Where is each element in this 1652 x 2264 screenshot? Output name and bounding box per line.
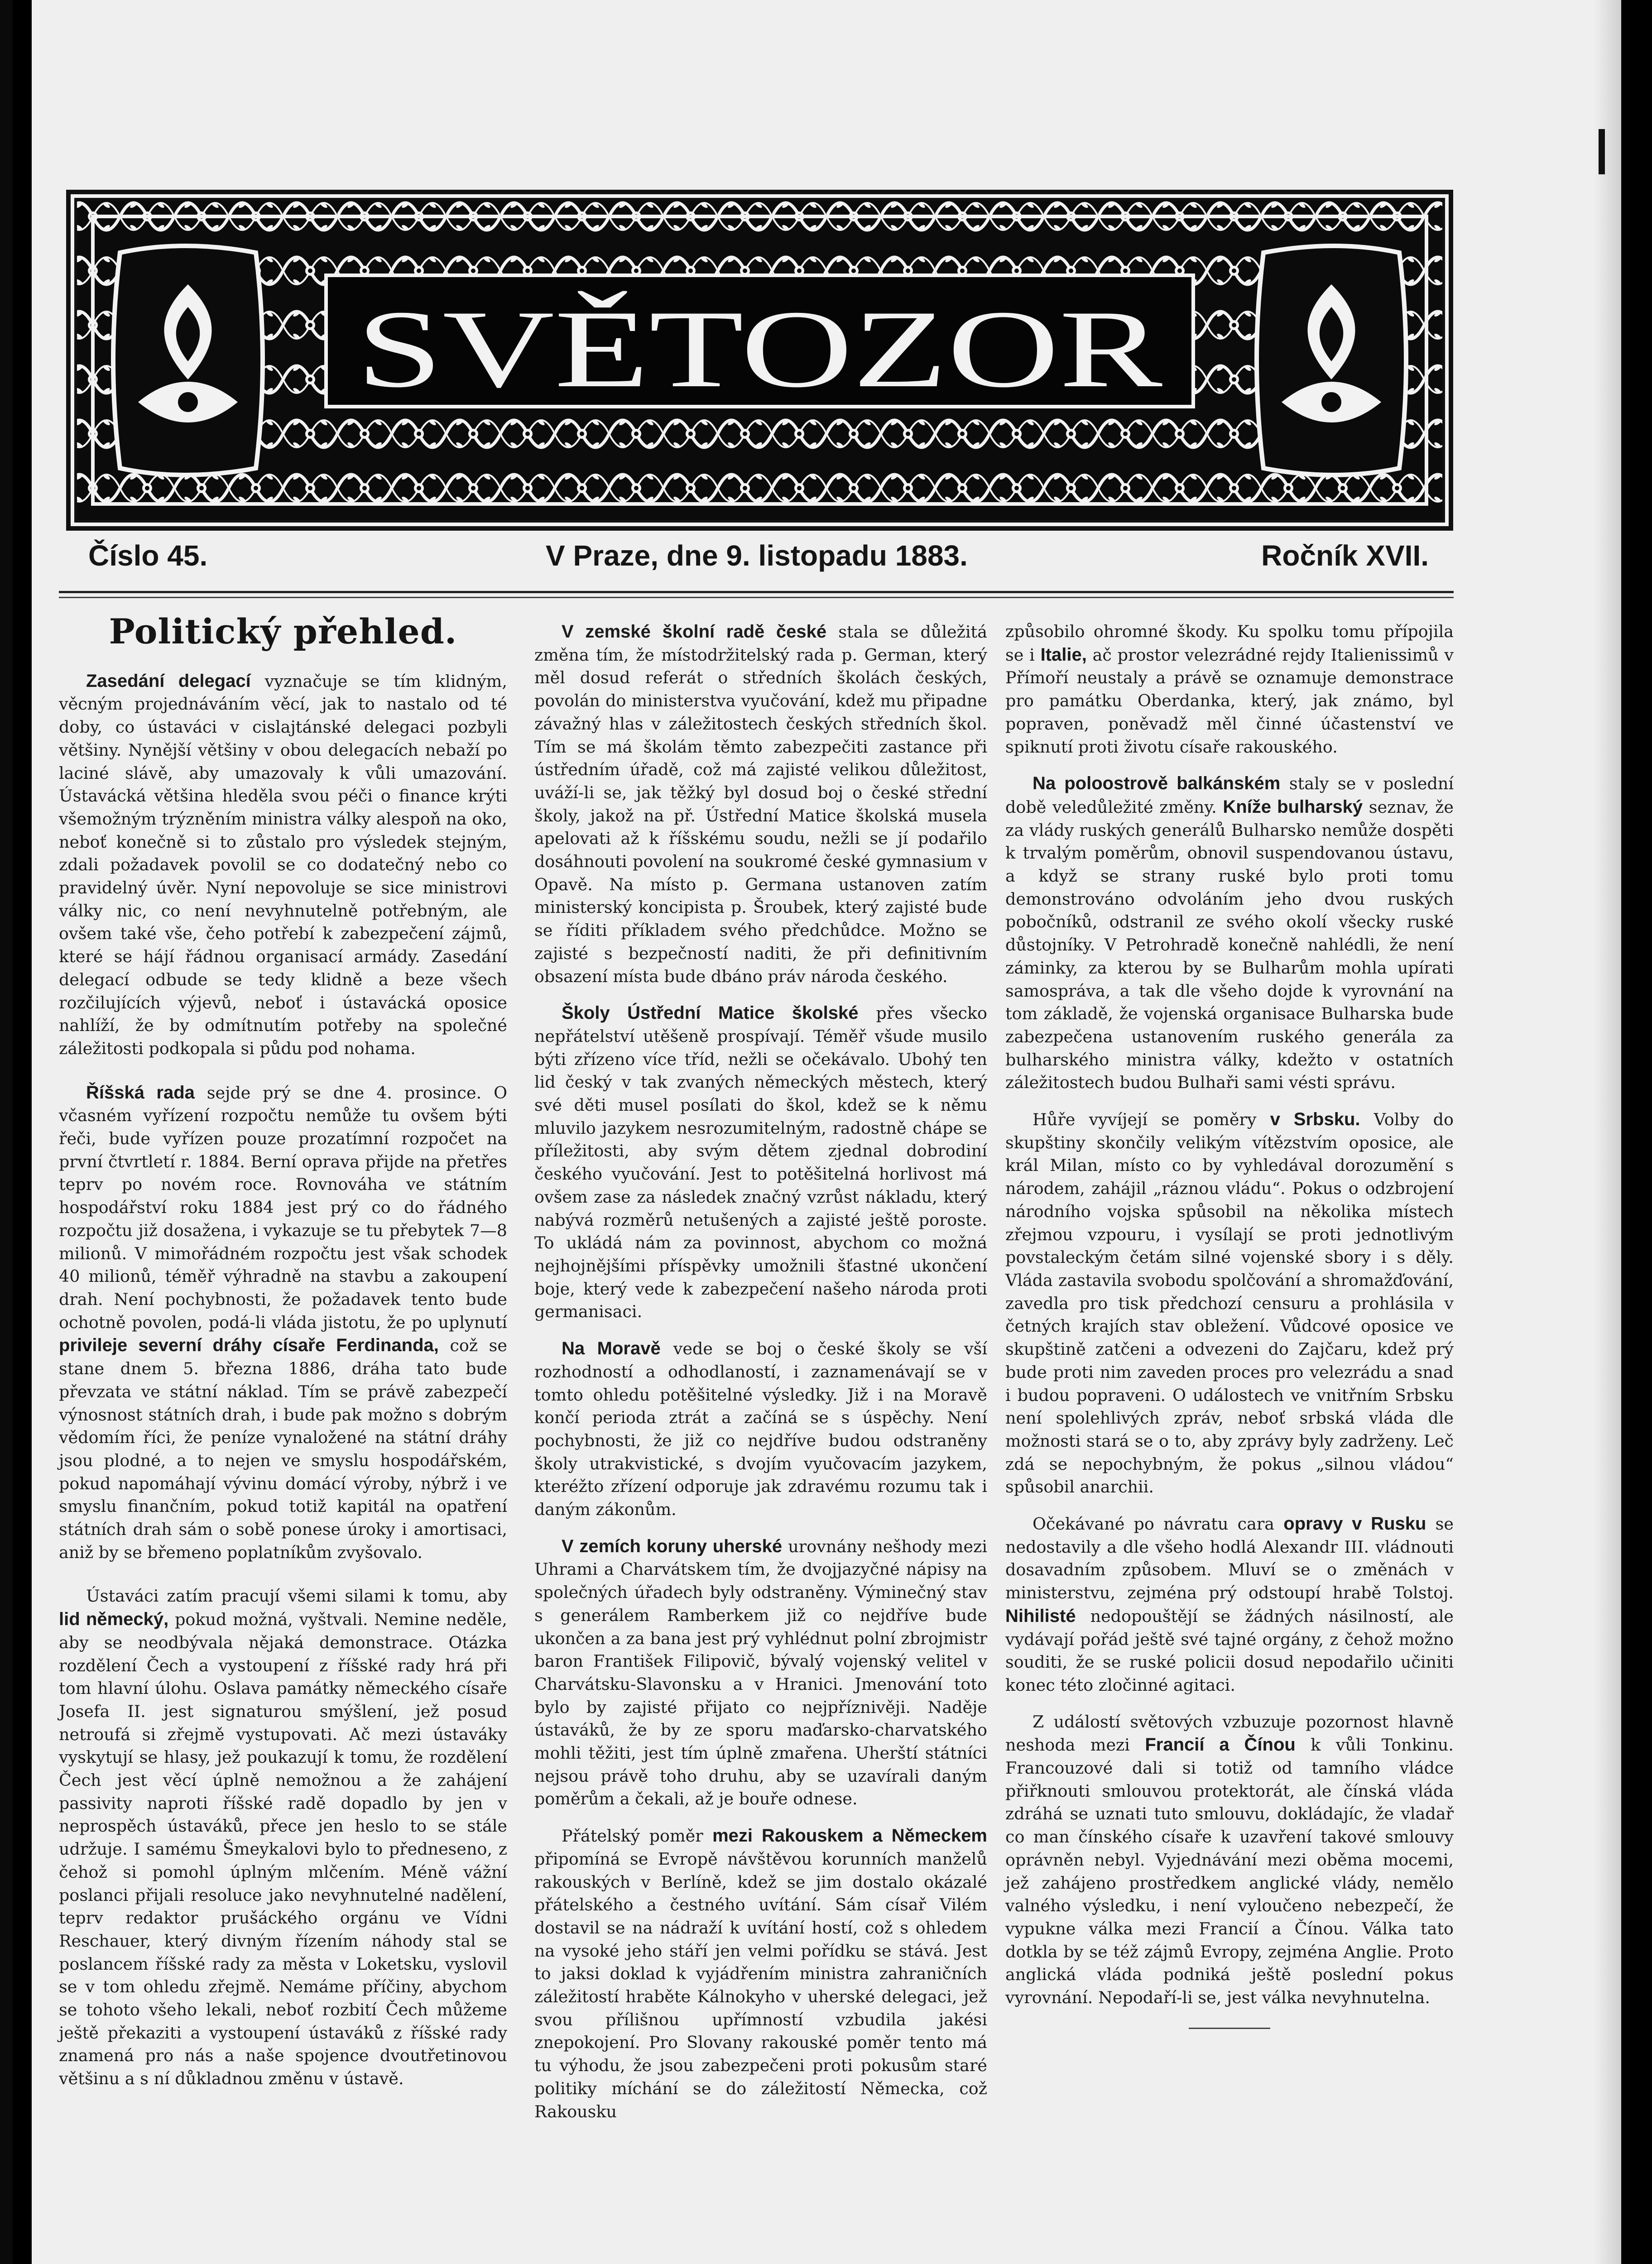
keyword: v Srbsku.: [1270, 1109, 1360, 1130]
paragraph-text: stala se důležitá změna tím, že místodržitelský rada p. German, který měl dosud referát o středních školách českých, povolán do ministerstva vyučování, kdež mu připadne závažný hlas v záležitostech českých středních škol. Tím se má školám těmto zabezpečiti zastance při ústředním úřadě, což má zajisté velikou důležitost, uváží-li se, jak těžký byl dosud boj o české střední školy, jakož na př. Ústřední Matice školská musela apelovati až k říšskému soudu, nežli se jí podařilo dosáhnouti povolení na soukromé české gymnasium v Opavě. Na místo p. Germana ustanoven zatím ministerský koncipista p. Šroubek, který zajisté bude se říditi příkladem svého předchůdce. Možno se zajisté s bezpečností naditi, že při definitivním obsazení místa bude dbáno práv národa českého.: [534, 622, 987, 986]
paragraph-text: připomíná se Evropě návštěvou korunních manželů rakouských v Berlíně, kdež se jim dostalo okázalé přátelského a čestného uvítání. Sám císař Vilém dostavil se na nádraží k uvítání hostí, což s ohledem na vysoké jeho stáří jen velmi pořídku se stává. Jest to jaksi doklad k vyjádřením ministra zahraničních záležitostí hraběte Kálnokyho v uherské delegaci, jež svou přílišnou upřímností vzbudila jakési znepokojení. Pro Slovany rakouské poměr tento má tu výhodu, že jsou zabezpečeni proti pokusům staré politiky míchání se do záležitostí Německa, což Rakousku: [534, 1849, 987, 2121]
paragraph: [534, 620, 987, 988]
paragraph: [534, 1535, 987, 1811]
binding-spine: [0, 0, 13, 2264]
paragraph: [1005, 620, 1454, 758]
end-rule: [1189, 2028, 1270, 2029]
paragraph-text: způsobilo ohromné škody. Ku spolku tomu přípojila se i: [1005, 622, 1454, 665]
keyword: Francií a Čínou: [1145, 1735, 1296, 1755]
paragraph: [59, 670, 507, 1060]
article-heading: Politický přehled.: [109, 611, 457, 652]
paragraph: [59, 1585, 507, 2090]
keyword: Na poloostrově balkánském: [1032, 773, 1281, 794]
masthead-ornament: [66, 189, 1454, 531]
issue-volume: Ročník XVII.: [1261, 539, 1429, 572]
paragraph-text: ač prostor velezrádné rejdy Italienissimů v Přímoří neustaly a právě se oznamuje demonstrace pro památku Oberdanka, který, jak známo, byl popraven, poněvadž měl činné účastenství ve spiknutí proti životu císaře rakouského.: [1005, 645, 1454, 757]
paragraph: [1005, 1512, 1454, 1697]
header-rule-thin: [59, 597, 1454, 598]
keyword: lid německý,: [59, 1609, 169, 1630]
masthead-title: SVĚTOZOR: [356, 288, 1163, 410]
paragraph-text: pokud možná, vyštvali. Nemine neděle, aby se neodbývala nějaká demonstrace. Otázka rozdělení Čech a vystoupení z říšské rady hrá při tom hlavní úlohu. Oslava památky německého císaře Josefa II. jest signaturou smýšlení, jež posud netroufá si zřejmě vystupovati. Ač mezi ústaváky vyskytují se hlasy, jež poukazují k tomu, že rozdělení Čech jest věcí úplně nemožnou a že zahájení passivity naproti říšské radě dopadlo by jen v neprospěch ústaváků, přece jen heslo to se stále udržuje. I samému Šmeykalovi bylo to předneseno, z čehož si pomohl úplným mlčením. Méně vážní poslanci přijali resoluce jako nevyhnutelné nadělení, teprv redaktor prušáckého orgánu ve Vídni Reschauer, který divným řízením náhody stal se poslancem říšské rady za města v Loketsku, vyslovil se v tom ohledu zřejmě. Nemáme příčiny, abychom se tohoto všeho lekali, neboť rozbití Čech můžeme ještě překaziti a vystoupení ústaváků z říšské rady znamená pro nás a naše spojence dvoutřetinovou většinu a s ní důkladnou změnu v ústavě.: [59, 1610, 507, 2089]
paragraph-text: což se stane dnem 5. března 1886, dráha tato bude převzata ve státní náklad. Tím se právě zabezpečí výnosnost státních drah, i bude pak možno s dobrým vědomím říci, že peníze vynaložené na státní dráhy jsou plodné, a to nejen ve smyslu hospodářském, pokud napomáhají vývinu domácí výroby, nýbrž i ve smyslu finančním, pokud totiž kapitál na opatření státních drah sám o sobě ponese úroky i amortisaci, aniž by se břemeno poplatníkům zvyšovalo.: [59, 1336, 507, 1562]
column-2: [534, 620, 987, 2137]
paragraph-text: se nedostavily a dle všeho hodlá Alexandr III. vládnouti dosavadním způsobem. Mluví se o změnách v ministerstvu, zejména prý odstoupí hrabě Tolstoj.: [1005, 1514, 1454, 1603]
paragraph-text: sejde prý se dne 4. prosince. O včasném vyřízení rozpočtu nemůže tu ovšem býti řeči, bude vyřízen pouze prozatímní rozpočet na první čtvrtletí r. 1884. Berní oprava přijde na přetřes teprv po novém roce. Rovnováha ve státním hospodářství roku 1884 jest prý co do řádného rozpočtu již dosažena, i vykazuje se tu přebytek 7—8 milionů. V mimořádném rozpočtu jest však schodek 40 milionů, téměř výhradně na stavbu a zakoupení drah. Není pochybnosti, že požadavek tento bude ochotně povolen, podá-li vláda jistotu, že po uplynutí: [59, 1083, 508, 1332]
keyword: Kníže bulharský: [1223, 796, 1363, 817]
paragraph: [1005, 1108, 1454, 1499]
paragraph-text: vyznačuje se tím klidným, věcným projednáváním věcí, jak to nastalo od té doby, co ústaváci v cislajtánské delegaci pozbyli většiny. Nynější většiny v obou delegacích nebaží po laciné slávě, aby umazovaly k vůli umazování. Ústavácká většina hleděla svou péči o finance krýti všemožným trýzněním ministra války alespoň na oko, neboť konečně si to zůstalo pro výsledek stejným, zdali požadavek povolil se co dodatečný nebo co pravidelný úvěr. Nyní nepovoluje se sice ministrovi války nic, co není nevyhnutelně potřebným, ale ovšem také vše, čeho potřebí k zabezpečení zájmů, které se hájí řádnou organisací armády. Zasedání delegací odbude se tedy klidně a beze všech rozčilujících výjevů, neboť i ústavácká oposice nahlíží, že by odmítnutím potřeby na společné záležitosti podkopala si půdu pod nohama.: [59, 671, 507, 1058]
keyword: Italie,: [1040, 644, 1087, 665]
column-1: [59, 611, 508, 2111]
paragraph-text: Očekávané po návratu cara: [1032, 1514, 1275, 1534]
issue-number: Číslo 45.: [88, 539, 208, 572]
paragraph-text: Hůře vyvíjejí se poměry: [1032, 1110, 1257, 1130]
paragraph-text: seznav, že za vlády ruských generálů Bulharsko nemůže dospěti k trvalým poměrům, obnovil suspendovanou ústavu, a když se strany ruské bylo proti tomu demonstrováno odvoláním jeho dvou ruských pobočníků, odstranil ze svého okolí všecky ruské důstojníky. V Petrohradě konečně nahlédli, že není záminky, za kterou by se Bulharům mohla upírati samospráva, a tak dle všeho dojde k vyrovnání na tom základě, že vojenská organisace Bulharska bude zabezpečena ustanovením ruského generála za bulharského ministra války, kdežto v ostatních záležitostech budou Bulhaři sami vésti správu.: [1005, 797, 1454, 1093]
keyword: opravy v Rusku: [1283, 1514, 1426, 1534]
paragraph-text: Ústaváci zatím pracují všemi silami k tomu, aby: [86, 1586, 507, 1606]
paragraph-text: urovnány nešhody mezi Uhrami a Charvátskem tím, že dvojjazyčné nápisy na společných úřadech byly odstraněny. Výminečný stav s generálem Ramberkem již co nejdříve bude ukončen a za bana jest prý vyhlédnut polní zbrojmistr baron František Filipovič, bývalý vojenský velitel v Charvátsku-Slavonsku a v Hranici. Jmenování toto bylo by zajisté přijato co nejpříznivěji. Naděje ústaváků, že by ze sporu maďarsko-charvatského mohli těžiti, jest tím úplně zmařena. Uherští státníci nejsou právě toho druhu, aby se uzavírali daným poměrům a čekali, až je bouře odnese.: [534, 1536, 987, 1809]
keyword: V zemích koruny uherské: [562, 1536, 783, 1556]
paragraph: [1005, 772, 1454, 1094]
masthead: [66, 189, 1454, 531]
keyword: Školy Ústřední Matice školské: [562, 1003, 859, 1023]
issue-dateline: V Praze, dne 9. listopadu 1883.: [546, 539, 968, 572]
paragraph-text: přes všecko nepřátelství utěšeně prospívají. Téměř všude musilo býti zřízeno více tříd, nežli se očekávalo. Ubohý ten lid český v tak zvaných německých městech, který své děti musel posílati do škol, kdež se k němu mluvilo jazykem nesrozumitelným, radostně chápe se příležitosti, aby svým dětem zjednal dobrodiní českého vyučování. Jest to potěšitelná horlivost má ovšem zase za následek značný vzrůst nákladu, který nabývá rozměrů netušených a zajisté ještě poroste. To ukládá nám za povinnost, abychom co možná nejhojnějšími příspěvky umožnili šťastné ukončení boje, který vede k zabezpečení našeho národa proti germanisaci.: [534, 1003, 988, 1322]
paragraph: [534, 1824, 987, 2123]
paragraph: [534, 1337, 987, 1521]
paragraph-text: staly se v poslední době veledůležité změny.: [1005, 774, 1454, 817]
keyword: Zasedání delegací: [86, 671, 251, 691]
keyword: V zemské školní radě české: [562, 622, 827, 642]
paragraph: [59, 1081, 507, 1564]
keyword: Říšská rada: [86, 1082, 195, 1103]
paragraph-text: Přátelský poměr: [562, 1826, 703, 1846]
paragraph: [534, 1002, 987, 1324]
paragraph-text: vede se boj o české školy se vší rozhodností a odhodlaností, i zaznamenávají se v tomto ohledu potěšitelné výsledky. Již i na Moravě končí perioda ztrát a začíná se s úspěchy. Není pochybnosti, že již co nejdříve budou odstraněny školy utrakvistické, s dvojím vyučovacím jazykem, kteréžto zřízení odporuje jak zdravému rozumu tak i daným zákonům.: [534, 1339, 988, 1520]
paragraph-text: Z událostí světových vzbuzuje pozornost hlavně neshoda mezi: [1005, 1712, 1454, 1755]
column-3: [1005, 620, 1454, 2029]
paragraph-text: k vůli Tonkinu. Francouzové dali si totiž od tamního vládce přiřknouti smlouvou protektorát, ale čínská vláda zdráhá se uznati tuto smlouvu, dokládajíc, že vladař co man čínského císaře k uzavření takové smlouvy oprávněn nebyl. Vyjednávání mezi oběma mocemi, jež zahájeno prostředkem anglické vlády, nemělo valného výsledku, i není vyloučeno nebezpečí, že vypukne válka mezi Francií a Čínou. Válka tato dotkla by se též zájmů Evropy, zejména Anglie. Proto anglická vláda podniká ještě poslední pokus vyrovnání. Nepodaří-li se, jest válka nevyhnutelna.: [1005, 1735, 1454, 2008]
paragraph-text: Volby do skupštiny skončily velikým vítězstvím oposice, ale král Milan, místo co by vyhledával dorozumění s národem, zahájil „ráznou vládu“. Pokus o odzbrojení národního vojska spůsobil na několika místech zřejmou vzpouru, i vysílají se proti jednotlivým povstaleckým četám silné vojenské sbory i s děly. Vláda zastavila svobodu spolčování a shromažďování, zavedla pro tisk předchozí censuru a prohlásila v četných krajích stav obležení. Vůdcové oposice ve skupštině zatčeni a odvezeni do Zajčaru, kdež prý bude proti nim zaveden proces pro velezrádu a snad i budou popraveni. O událostech ve vnitřním Srbsku není spolehlivých zpráv, neboť srbská vláda dle možnosti stará se o to, aby zprávy byly zadrženy. Leč zdá se nepochybným, že pokus „silnou vládou“ spůsobil anarchii.: [1005, 1110, 1454, 1497]
keyword: mezi Rakouskem a Německem: [712, 1826, 987, 1846]
issue-info-line: [88, 539, 1429, 580]
keyword: Nihilisté: [1005, 1606, 1076, 1626]
header-rule: [59, 591, 1454, 593]
edge-mark: [1599, 129, 1605, 174]
keyword: privileje severní dráhy císaře Ferdinanda,: [59, 1335, 439, 1356]
paragraph: [1005, 1711, 1454, 2010]
page-edge-shadow: [1594, 0, 1621, 2264]
paragraph-text: nedopouštějí se žádných násilností, ale vydávají pořád ještě své tajné orgány, z čehož možno souditi, že se ruské policii dosud nepodařilo učiniti konec této zločinné agitaci.: [1005, 1606, 1454, 1695]
keyword: Na Moravě: [562, 1338, 661, 1359]
